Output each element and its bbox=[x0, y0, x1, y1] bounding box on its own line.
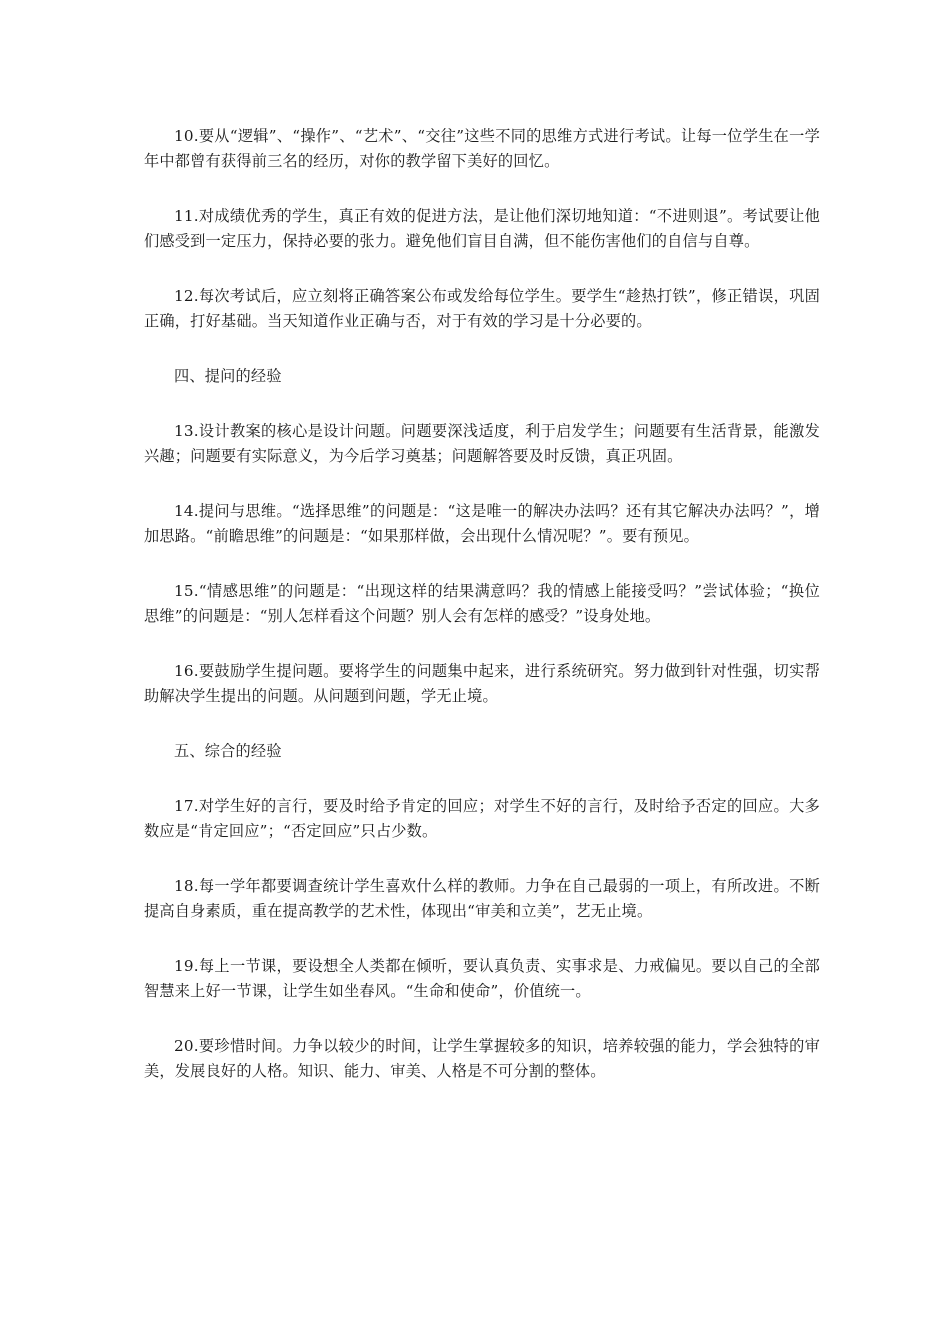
paragraph-20: 20.要珍惜时间。力争以较少的时间，让学生掌握较多的知识，培养较强的能力，学会独特的审美，发展良好的人格。知识、能力、审美、人格是不可分割的整体。 bbox=[144, 1037, 820, 1080]
paragraph-16: 16.要鼓励学生提问题。要将学生的问题集中起来，进行系统研究。努力做到针对性强，切实帮助解决学生提出的问题。从问题到问题，学无止境。 bbox=[144, 662, 820, 705]
paragraph-13: 13.设计教案的核心是设计问题。问题要深浅适度，利于启发学生；问题要有生活背景，能激发兴趣；问题要有实际意义，为今后学习奠基；问题解答要及时反馈，真正巩固。 bbox=[144, 422, 820, 465]
paragraph-15: 15.“情感思维”的问题是：“出现这样的结果满意吗？我的情感上能接受吗？”尝试体验；“换位思维”的问题是：“别人怎样看这个问题？别人会有怎样的感受？”设身处地。 bbox=[144, 582, 820, 625]
section-heading-questioning: 四、提问的经验 bbox=[174, 367, 282, 385]
paragraph-11: 11.对成绩优秀的学生，真正有效的促进方法，是让他们深切地知道：“不进则退”。考试要让他们感受到一定压力，保持必要的张力。避免他们盲目自满，但不能伤害他们的自信与自尊。 bbox=[144, 207, 820, 250]
paragraph-10: 10.要从“逻辑”、“操作”、“艺术”、“交往”这些不同的思维方式进行考试。让每一位学生在一学年中都曾有获得前三名的经历，对你的教学留下美好的回忆。 bbox=[144, 127, 820, 170]
paragraph-19: 19.每上一节课，要设想全人类都在倾听，要认真负责、实事求是、力戒偏见。要以自己的全部智慧来上好一节课，让学生如坐春风。“生命和使命”，价值统一。 bbox=[144, 957, 820, 1000]
paragraph-18: 18.每一学年都要调查统计学生喜欢什么样的教师。力争在自己最弱的一项上，有所改进。不断提高自身素质，重在提高教学的艺术性，体现出“审美和立美”，艺无止境。 bbox=[144, 877, 820, 920]
paragraph-17: 17.对学生好的言行，要及时给予肯定的回应；对学生不好的言行，及时给予否定的回应。大多数应是“肯定回应”；“否定回应”只占少数。 bbox=[144, 797, 820, 840]
paragraph-12: 12.每次考试后，应立刻将正确答案公布或发给每位学生。要学生“趁热打铁”，修正错误，巩固正确，打好基础。当天知道作业正确与否，对于有效的学习是十分必要的。 bbox=[144, 287, 820, 330]
section-heading-comprehensive: 五、综合的经验 bbox=[174, 742, 282, 760]
document-body bbox=[144, 124, 820, 1114]
paragraph-14: 14.提问与思维。“选择思维”的问题是：“这是唯一的解决办法吗？还有其它解决办法吗？”，增加思路。“前瞻思维”的问题是：“如果那样做，会出现什么情况呢？”。要有预见。 bbox=[144, 502, 820, 545]
